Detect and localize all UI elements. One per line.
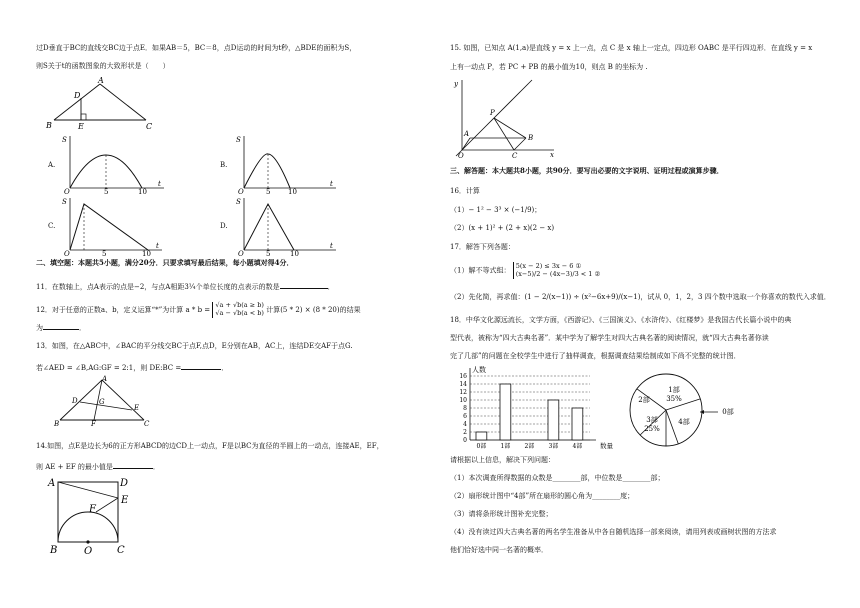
bar-y-tick: 6 [463, 413, 467, 420]
svg-text:5: 5 [104, 188, 109, 196]
option-a-graph [58, 132, 168, 194]
option-b-graph [232, 132, 342, 194]
q16-part2: （2）(x + 1)² + (2 + x)(2 − x) [450, 224, 555, 232]
svg-text:5: 5 [266, 250, 271, 258]
q17-part2: （2）先化简，再求值：(1 − 2/(x−1)) ÷ (x²−6x+9)/(x−1)，试从 0，1，2，3 四个数中选取一个你喜欢的数代入求值． [450, 293, 831, 301]
svg-text:10: 10 [290, 250, 299, 258]
triangle-figure [46, 78, 166, 130]
svg-text:B: B [50, 545, 58, 556]
svg-text:O: O [84, 546, 93, 557]
q14-line2: 则 AE + EF 的最小值是 ． [36, 463, 160, 471]
q18-line1: 18．中华文化源远流长，文学方面，《西游记》、《三国演义》、《水浒传》、《红楼梦》是我国古代长篇小说中的典 [450, 316, 792, 324]
option-d-graph [232, 194, 342, 256]
bar-0部 [476, 432, 487, 440]
svg-text:t: t [330, 180, 333, 188]
svg-text:E: E [121, 495, 129, 506]
q18-line2: 型代表，被称为“四大古典名著”．某中学为了解学生对四大古典名著的阅读情况，就“四大古典名著你读 [450, 334, 769, 342]
q10-line1: 过D垂直于BC的直线交BC边于点E．如果AB＝5，BC＝8，点D运动的时间为t秒，△BDE的面积为S， [36, 44, 357, 52]
pie-label-2: 2部 [638, 396, 650, 404]
q13-figure [54, 376, 154, 426]
svg-text:S: S [236, 198, 241, 206]
q12-line2: 为 ． [36, 324, 86, 332]
svg-text:5: 5 [266, 188, 271, 196]
svg-text:y: y [454, 80, 458, 88]
svg-text:F: F [91, 420, 96, 428]
svg-text:10: 10 [138, 188, 147, 196]
pie-label-0: 0部 [722, 408, 734, 416]
q14-figure [46, 476, 146, 556]
bar-y-tick: 16 [459, 373, 467, 380]
svg-text:C: C [512, 152, 518, 160]
q10-line2: 则S关于t的函数图象的大致形状是（ ） [36, 62, 170, 70]
svg-text:F: F [89, 504, 96, 515]
q15-line1: 15. 如图，已知点 A(1,a)是直线 y = x 上一点，点 C 是 x 轴上一定点，四边形 OABC 是平行四边形．在直线 y = x [450, 44, 813, 52]
bar-chart [452, 364, 622, 450]
svg-text:B: B [528, 134, 534, 142]
svg-text:S: S [236, 136, 241, 144]
pie-label-3: 3部 [646, 416, 658, 424]
svg-text:t: t [158, 180, 161, 188]
svg-text:A: A [48, 478, 56, 489]
bar-y-tick: 8 [463, 405, 467, 412]
pie-pct-3: 25% [644, 425, 660, 433]
option-b-letter: B. [220, 161, 228, 169]
option-d-letter: D. [220, 222, 228, 230]
q14-line1: 14.如图，点E是边长为6的正方形ABCD的边CD上一动点，F是以BC为直径的半圆上的一动点，连接AE，EF， [36, 442, 384, 450]
pie-pct-1: 35% [666, 395, 682, 403]
q18-part2: （2）扇形统计图中“4部”所在扇形的圆心角为________度； [450, 492, 635, 500]
q18-part4b: 他们恰好选中同一名著的概率． [450, 546, 548, 554]
svg-text:S: S [62, 136, 67, 144]
q18-part1: （1）本次调查所得数据的众数是________部，中位数是________部； [450, 474, 665, 482]
svg-text:t: t [330, 242, 333, 250]
bar-x-tick: 0部 [476, 443, 487, 450]
tri-label-e: E [78, 122, 84, 131]
bar-y-tick: 2 [463, 429, 467, 436]
svg-text:E: E [134, 404, 140, 412]
svg-text:D: D [72, 397, 78, 405]
svg-text:A: A [464, 130, 470, 138]
bar-x-tick: 4部 [572, 443, 583, 450]
section2-title: 二、填空题：本题共5小题，满分20分．只要求填写最后结果，每小题填对得4分． [36, 258, 294, 267]
tri-label-b: B [46, 121, 52, 130]
svg-text:5: 5 [102, 250, 107, 258]
tri-label-c: C [146, 122, 153, 131]
svg-text:C: C [144, 420, 150, 428]
svg-text:B: B [54, 420, 60, 428]
svg-text:10: 10 [288, 188, 297, 196]
q13-line2: 若∠AED = ∠B,AG:GF = 2:1，则 DE:BC = ． [36, 364, 229, 372]
tri-label-d: D [74, 91, 81, 100]
bar-4部 [572, 408, 583, 440]
q11-blank [280, 282, 328, 289]
svg-text:O: O [64, 250, 70, 258]
right-column [450, 0, 840, 608]
svg-text:10: 10 [142, 250, 151, 258]
q15-figure [450, 78, 560, 160]
svg-text:O: O [238, 188, 244, 196]
tri-label-a: A [98, 76, 104, 85]
svg-text:G: G [99, 398, 105, 406]
q16-part1: （1）− 1² − 3³ × (−1/9)； [450, 206, 542, 214]
q12-line1: 12．对于任意的正数a、b，定义运算“*”为计算 a * b = √a + √b(a ≥ b) √a − √b(a < b) 计算(5 * 2) × (8 * 20)的结果 [36, 301, 361, 317]
bar-y-tick: 4 [463, 421, 467, 428]
bar-x-tick: 3部 [548, 443, 559, 450]
svg-text:O: O [64, 188, 70, 196]
bar-y-tick: 12 [459, 389, 467, 396]
svg-text:O: O [238, 250, 244, 258]
q18-line3: 完了几部”的问题在全校学生中进行了抽样调查，根据调查结果绘制成如下尚不完整的统计图． [450, 352, 741, 360]
svg-text:P: P [490, 109, 495, 117]
bar-y-tick: 10 [459, 397, 467, 404]
svg-text:A: A [102, 375, 108, 383]
q17-part1: （1）解不等式组： 5(x − 2) ≤ 3x − 6 ① (x−5)/2 − (4x−3)/3 < 1 ② [450, 262, 601, 279]
q13-line1: 13．如图，在△ABC中，∠BAC的平分线交BC于点F,点D，E分别在AB，AC上，连结DE交AF于点G. [36, 342, 353, 350]
pie-label-4: 4部 [678, 418, 690, 426]
option-c-letter: C. [48, 222, 56, 230]
bar-1部 [500, 384, 511, 440]
pie-label-1: 1部 [668, 386, 680, 394]
left-column [36, 0, 426, 608]
bar-x-label: 数量 [600, 442, 613, 450]
bar-y-tick: 0 [463, 437, 467, 444]
q18-part3: （3）请将条形统计图补充完整； [450, 510, 553, 518]
svg-text:O: O [458, 152, 464, 160]
q12-cases: √a + √b(a ≥ b) √a − √b(a < b) [212, 302, 264, 318]
bar-x-tick: 2部 [524, 443, 535, 450]
bar-y-tick: 14 [459, 381, 467, 388]
bar-x-tick: 1部 [500, 443, 511, 450]
section3-title: 三、解答题：本大题共8小题，共90分．要写出必要的文字说明、证明过程或演算步骤． [450, 166, 724, 175]
q17-ineq-system: 5(x − 2) ≤ 3x − 6 ① (x−5)/2 − (4x−3)/3 < 1 ② [513, 262, 601, 279]
pie-chart [622, 370, 732, 450]
bar-3部 [548, 400, 559, 440]
q18-part4a: （4）没有读过四大古典名著的两名学生准备从中各自随机选择一部来阅读，请用列表或画树状图的方法求 [450, 528, 777, 536]
svg-text:S: S [62, 198, 67, 206]
svg-text:x: x [550, 151, 554, 159]
q15-line2: 上有一动点 P，若 PC + PB 的最小值为10，则点 B 的坐标为 . [450, 63, 648, 71]
svg-text:C: C [117, 545, 125, 556]
q11: 11．在数轴上，点A表示的点是−2，与点A相距3¼个单位长度的点表示的数是 ． [36, 283, 335, 291]
svg-text:D: D [120, 478, 129, 489]
bar-y-label: 人数 [472, 366, 486, 374]
q16: 16．计算 [450, 187, 480, 195]
q17: 17．解答下列各题： [450, 243, 515, 251]
q18-intro: 请根据以上信息，解决下列问题： [450, 456, 555, 464]
option-a-letter: A. [48, 161, 56, 169]
option-c-graph [58, 194, 168, 256]
svg-text:t: t [156, 242, 159, 250]
